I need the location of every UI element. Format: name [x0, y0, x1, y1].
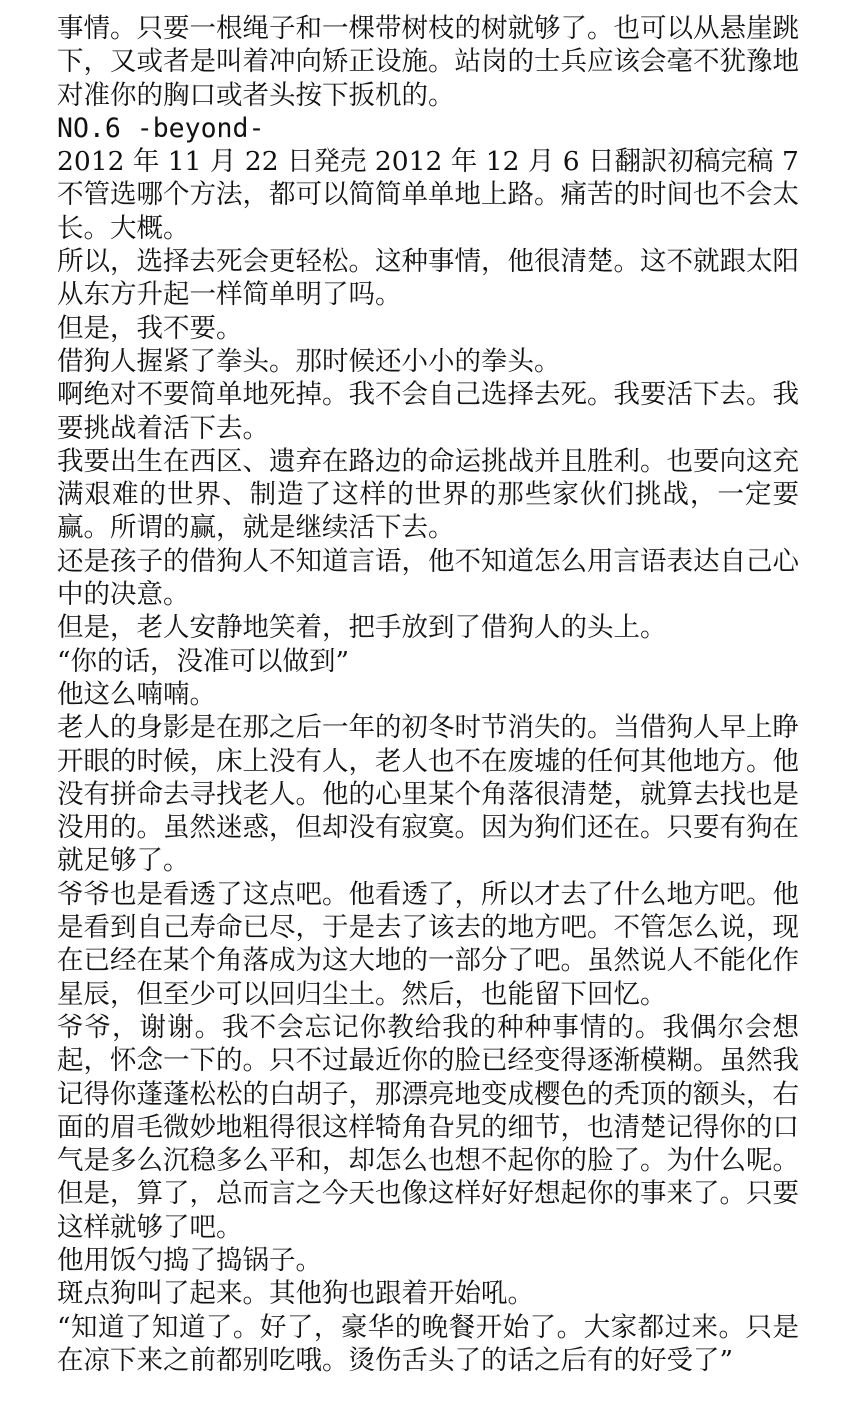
paragraph: 老人的身影是在那之后一年的初冬时节消失的。当借狗人早上睁开眼的时候，床上没有人，老人也不在废墟的任何其他地方。他没有拼命去寻找老人。他的心里某个角落很清楚，就算去找也是没用的。虽然迷惑，但却没有寂寞。因为狗们还在。只要有狗在就足够了。	[57, 712, 799, 877]
paragraph: 不管选哪个方法，都可以简简单单地上路。痛苦的时间也不会太长。大概。	[57, 179, 799, 244]
paragraph: 但是，老人安静地笑着，把手放到了借狗人的头上。	[57, 612, 667, 644]
paragraph: 但是，我不要。	[57, 312, 243, 344]
paragraph: 他用饭勺捣了捣锅子。	[57, 1244, 322, 1276]
paragraph: 斑点狗叫了起来。其他狗也跟着开始吼。	[57, 1278, 534, 1310]
dialogue-line: “你的话，没准可以做到”	[57, 645, 350, 677]
paragraph: 我要出生在西区、遗弃在路边的命运挑战并且胜利。也要向这充满艰难的世界、制造了这样的世界的那些家伙们挑战，一定要赢。所谓的赢，就是继续活下去。	[57, 445, 799, 544]
book-title-line: NO.6 -beyond-	[57, 112, 265, 144]
paragraph: 爷爷，谢谢。我不会忘记你教给我的种种事情的。我偶尔会想起，怀念一下的。只不过最近你的脸已经变得逐渐模糊。虽然我记得你蓬蓬松松的白胡子，那漂亮地变成樱色的秃顶的额头，右面的眉毛微妙地粗得很这样犄角旮旯的细节，也清楚记得你的口气是多么沉稳多么平和，却怎么也想不起你的脸了。为什么呢。但是，算了，总而言之今天也像这样好好想起你的事来了。只要这样就够了吧。	[57, 1011, 799, 1243]
dialogue-line: “知道了知道了。好了，豪华的晚餐开始了。大家都过来。只是在凉下来之前都别吃哦。烫伤舌头了的话之后有的好受了”	[57, 1311, 799, 1376]
paragraph: 事情。只要一根绳子和一棵带树枝的树就够了。也可以从悬崖跳下，又或者是叫着冲向矫正设施。站岗的士兵应该会毫不犹豫地对准你的胸口或者头按下扳机的。	[57, 13, 799, 111]
paragraph: 他这么喃喃。	[57, 678, 216, 710]
paragraph: 借狗人握紧了拳头。那时候还小小的拳头。	[57, 345, 561, 377]
paragraph: 爷爷也是看透了这点吧。他看透了，所以才去了什么地方吧。他是看到自己寿命已尽，于是去了该去的地方吧。不管怎么说，现在已经在某个角落成为这大地的一部分了吧。虽然说人不能化作星辰，但至少可以回归尘土。然后，也能留下回忆。	[57, 878, 799, 1010]
paragraph: 啊绝对不要简单地死掉。我不会自己选择去死。我要活下去。我要挑战着活下去。	[57, 379, 799, 444]
release-info-line: 2012 年 11 月 22 日発売 2012 年 12 月 6 日翻訳初稿完稿 7	[57, 146, 799, 178]
paragraph: 所以，选择去死会更轻松。这种事情，他很清楚。这不就跟太阳从东方升起一样简单明了吗。	[57, 246, 799, 311]
paragraph: 还是孩子的借狗人不知道言语，他不知道怎么用言语表达自己心中的决意。	[57, 545, 799, 611]
